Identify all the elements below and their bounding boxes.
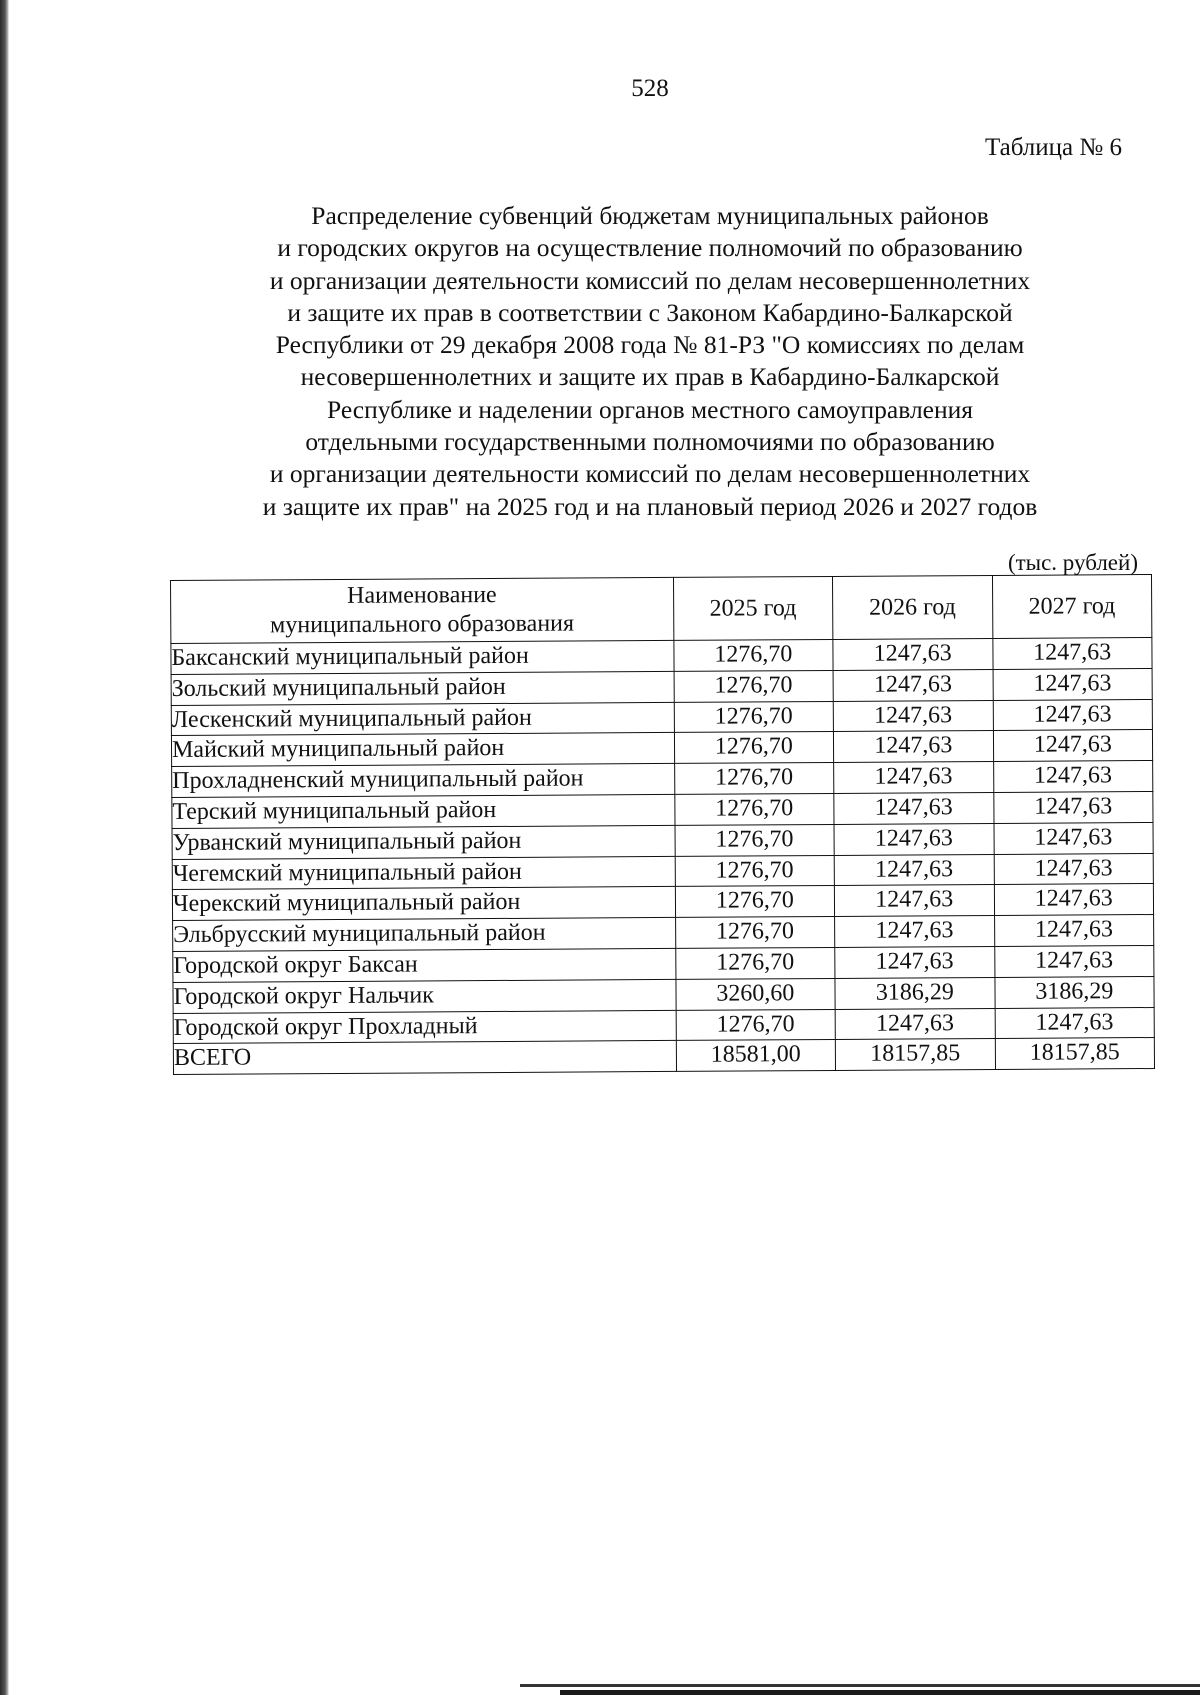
value-2027: 3186,29 <box>994 976 1154 1008</box>
total-2025: 18581,00 <box>676 1040 836 1072</box>
municipality-name: Лескенский муниципальный район <box>171 702 674 736</box>
title-line: несовершеннолетних и защите их прав в Кабардино-Балкарской <box>300 362 1000 392</box>
municipality-name: Городской округ Баксан <box>173 948 676 982</box>
municipality-name: Зольский муниципальный район <box>171 671 674 705</box>
value-2026: 1247,63 <box>834 823 994 855</box>
header-2026: 2026 год <box>833 575 993 639</box>
scan-bottom-edge-dark <box>560 1690 1200 1695</box>
value-2025: 1276,70 <box>674 670 834 702</box>
value-2026: 1247,63 <box>833 700 993 732</box>
value-2026: 1247,63 <box>834 885 994 917</box>
page-number: 528 <box>631 75 669 102</box>
title-line: Республике и наделении органов местного самоуправления <box>326 394 974 424</box>
total-2027: 18157,85 <box>995 1038 1155 1070</box>
value-2027: 1247,63 <box>993 791 1153 823</box>
municipality-name: Прохладненский муниципальный район <box>172 764 675 798</box>
table-header-row <box>171 575 1152 644</box>
value-2027: 1247,63 <box>994 884 1154 916</box>
title-line: Республики от 29 декабря 2008 года № 81-РЗ "О комиссиях по делам <box>275 330 1025 360</box>
header-municipality <box>171 577 674 643</box>
value-2026: 1247,63 <box>834 762 994 794</box>
value-2027: 1247,63 <box>994 945 1154 977</box>
title-line: и городских округов на осуществление полномочий по образованию <box>277 233 1023 263</box>
municipality-name: Городской округ Нальчик <box>173 979 676 1013</box>
value-2027: 1247,63 <box>992 638 1152 670</box>
title-line: и защите их прав в соответствии с Законом Кабардино-Балкарской <box>287 297 1013 327</box>
title-line: Распределение субвенций бюджетам муниципальных районов <box>311 201 989 230</box>
header-municipality-line2: муниципального образования <box>270 610 575 639</box>
scan-bottom-edge <box>520 1684 1200 1687</box>
value-2026: 1247,63 <box>833 669 993 701</box>
value-2025: 1276,70 <box>675 824 835 856</box>
total-label: ВСЕГО <box>173 1041 676 1075</box>
municipality-name: Терский муниципальный район <box>172 794 675 828</box>
value-2025: 1276,70 <box>674 701 834 733</box>
municipality-name: Майский муниципальный район <box>171 733 674 767</box>
value-2027: 1247,63 <box>993 730 1153 762</box>
value-2025: 1276,70 <box>674 793 834 825</box>
value-2026: 3186,29 <box>835 977 995 1009</box>
value-2027: 1247,63 <box>994 915 1154 947</box>
value-2026: 1247,63 <box>834 854 994 886</box>
value-2025: 1276,70 <box>676 1009 836 1041</box>
value-2027: 1247,63 <box>993 761 1153 793</box>
value-2027: 1247,63 <box>993 699 1153 731</box>
value-2027: 1247,63 <box>994 853 1154 885</box>
title-line: и организации деятельности комиссий по делам несовершеннолетних <box>269 459 1031 489</box>
value-2025: 1276,70 <box>675 855 835 887</box>
municipality-name: Черекский муниципальный район <box>172 887 675 921</box>
municipality-name: Урванский муниципальный район <box>172 825 675 859</box>
document-title <box>190 200 1110 523</box>
value-2026: 1247,63 <box>834 792 994 824</box>
municipality-name: Эльбрусский муниципальный район <box>173 918 676 952</box>
subvention-table <box>170 574 1155 1075</box>
header-2025: 2025 год <box>673 576 833 640</box>
value-2025: 1276,70 <box>675 886 835 918</box>
municipality-name: Городской округ Прохладный <box>173 1010 676 1044</box>
table-total-row <box>173 1038 1154 1075</box>
header-municipality-line1: Наименование <box>347 582 497 609</box>
value-2027: 1247,63 <box>995 1007 1155 1039</box>
value-2026: 1247,63 <box>833 638 993 670</box>
scan-edge-shadow <box>0 0 9 1695</box>
municipality-name: Баксанский муниципальный район <box>171 640 674 674</box>
value-2027: 1247,63 <box>994 822 1154 854</box>
title-line: и организации деятельности комиссий по делам несовершеннолетних <box>269 265 1031 295</box>
value-2025: 1276,70 <box>673 639 833 671</box>
title-line: отдельными государственными полномочиями по образованию <box>305 427 995 457</box>
value-2025: 1276,70 <box>674 763 834 795</box>
value-2025: 1276,70 <box>675 917 835 949</box>
title-line: и защите их прав" на 2025 год и на плановый период 2026 и 2027 годов <box>262 491 1038 521</box>
value-2026: 1247,63 <box>835 916 995 948</box>
table-label: Таблица № 6 <box>984 134 1122 161</box>
header-2027: 2027 год <box>992 575 1152 639</box>
units-label: (тыс. рублей) <box>1007 550 1138 575</box>
municipality-name: Чегемский муниципальный район <box>172 856 675 890</box>
value-2027: 1247,63 <box>993 668 1153 700</box>
value-2025: 1276,70 <box>674 732 834 764</box>
value-2025: 3260,60 <box>676 978 836 1010</box>
value-2025: 1276,70 <box>675 947 835 979</box>
total-2026: 18157,85 <box>835 1039 995 1071</box>
value-2026: 1247,63 <box>834 731 994 763</box>
value-2026: 1247,63 <box>835 946 995 978</box>
value-2026: 1247,63 <box>835 1008 995 1040</box>
